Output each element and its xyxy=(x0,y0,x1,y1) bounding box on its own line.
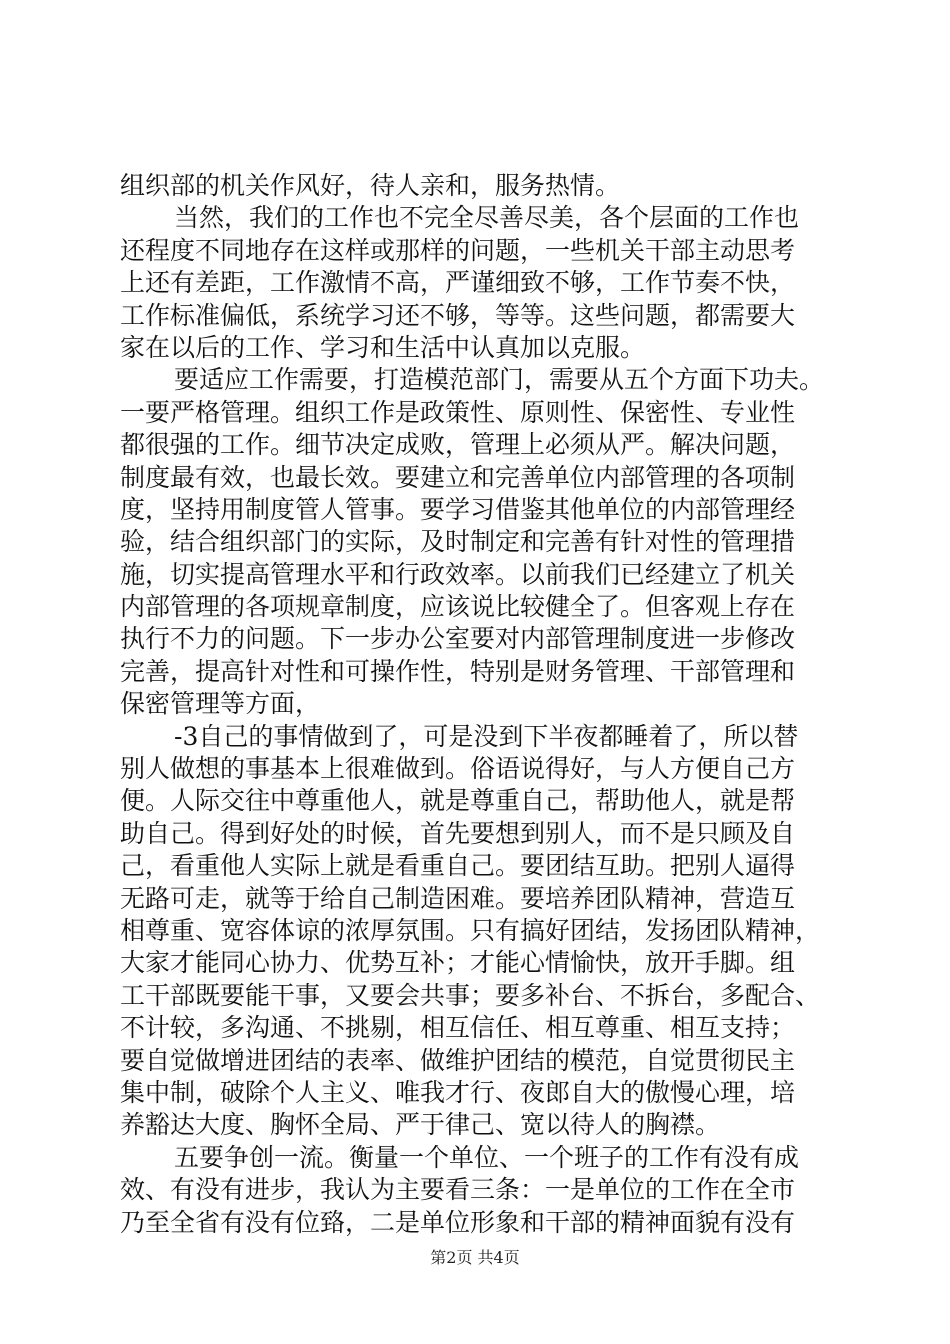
text-line: 执行不力的问题。下一步办公室要对内部管理制度进一步修改 xyxy=(120,624,796,654)
text-line: 保密管理等方面， xyxy=(120,689,321,719)
text-line: 便。人际交往中尊重他人，就是尊重自己，帮助他人，就是帮 xyxy=(120,786,796,816)
text-line: 工作标准偏低，系统学习还不够，等等。这些问题，都需要大 xyxy=(120,300,796,330)
text-line: 无路可走，就等于给自己制造困难。要培养团队精神，营造互 xyxy=(120,883,796,913)
text-line: 度，坚持用制度管人管事。要学习借鉴其他单位的内部管理经 xyxy=(120,494,796,524)
document-body xyxy=(120,170,832,1239)
text-line: 助自己。得到好处的时候，首先要想到别人，而不是只顾及自 xyxy=(120,818,796,848)
text-line: 都很强的工作。细节决定成败，管理上必须从严。解决问题， xyxy=(120,430,796,460)
text-line: 己，看重他人实际上就是看重自己。要团结互助。把别人逼得 xyxy=(120,851,796,881)
text-line: 效、有没有进步，我认为主要看三条：一是单位的工作在全市 xyxy=(120,1175,796,1205)
text-line: 完善，提高针对性和可操作性，特别是财务管理、干部管理和 xyxy=(120,656,796,686)
text-line: 集中制，破除个人主义、唯我才行、夜郎自大的傲慢心理，培 xyxy=(120,1077,796,1107)
text-line: 施，切实提高管理水平和行政效率。以前我们已经建立了机关 xyxy=(120,559,796,589)
text-line: 五要争创一流。衡量一个单位、一个班子的工作有没有成 xyxy=(174,1142,800,1172)
text-line: 当然，我们的工作也不完全尽善尽美，各个层面的工作也 xyxy=(174,203,800,233)
text-line: 要自觉做增进团结的表率、做维护团结的模范，自觉贯彻民主 xyxy=(120,1045,796,1075)
text-line: 制度最有效，也最长效。要建立和完善单位内部管理的各项制 xyxy=(120,462,796,492)
text-line: 组织部的机关作风好，待人亲和，服务热情。 xyxy=(120,171,621,200)
text-line: 不计较，多沟通、不挑剔，相互信任、相互尊重、相互支持； xyxy=(120,1013,796,1043)
text-line: 上还有差距，工作激情不高，严谨细致不够，工作节奏不快， xyxy=(120,268,796,298)
text-line: 验，结合组织部门的实际，及时制定和完善有针对性的管理措 xyxy=(120,527,796,557)
text-line: 大家才能同心协力、优势互补；才能心情愉快，放开手脚。组 xyxy=(120,948,796,978)
text-line: 内部管理的各项规章制度，应该说比较健全了。但客观上存在 xyxy=(120,592,796,622)
page-footer: 第2页 共4页 xyxy=(430,1248,520,1267)
text-line: 一要严格管理。组织工作是政策性、原则性、保密性、专业性 xyxy=(120,397,796,427)
text-line: 工干部既要能干事，又要会共事；要多补台、不拆台，多配合、 xyxy=(120,980,821,1010)
text-line: 乃至全省有没有位臵，二是单位形象和干部的精神面貌有没有 xyxy=(120,1207,796,1237)
text-line: 家在以后的工作、学习和生活中认真加以克服。 xyxy=(120,332,646,362)
text-line: 养豁达大度、胸怀全局、严于律己、宽以待人的胸襟。 xyxy=(120,1110,721,1140)
text-line: -3自己的事情做到了，可是没到下半夜都睡着了，所以替 xyxy=(174,721,799,751)
text-line: 要适应工作需要，打造模范部门，需要从五个方面下功夫。 xyxy=(174,365,825,395)
text-line: 别人做想的事基本上很难做到。俗语说得好，与人方便自己方 xyxy=(120,754,796,784)
text-line: 还程度不同地存在这样或那样的问题，一些机关干部主动思考 xyxy=(120,235,796,265)
text-line: 相尊重、宽容体谅的浓厚氛围。只有搞好团结，发扬团队精神， xyxy=(120,915,821,945)
